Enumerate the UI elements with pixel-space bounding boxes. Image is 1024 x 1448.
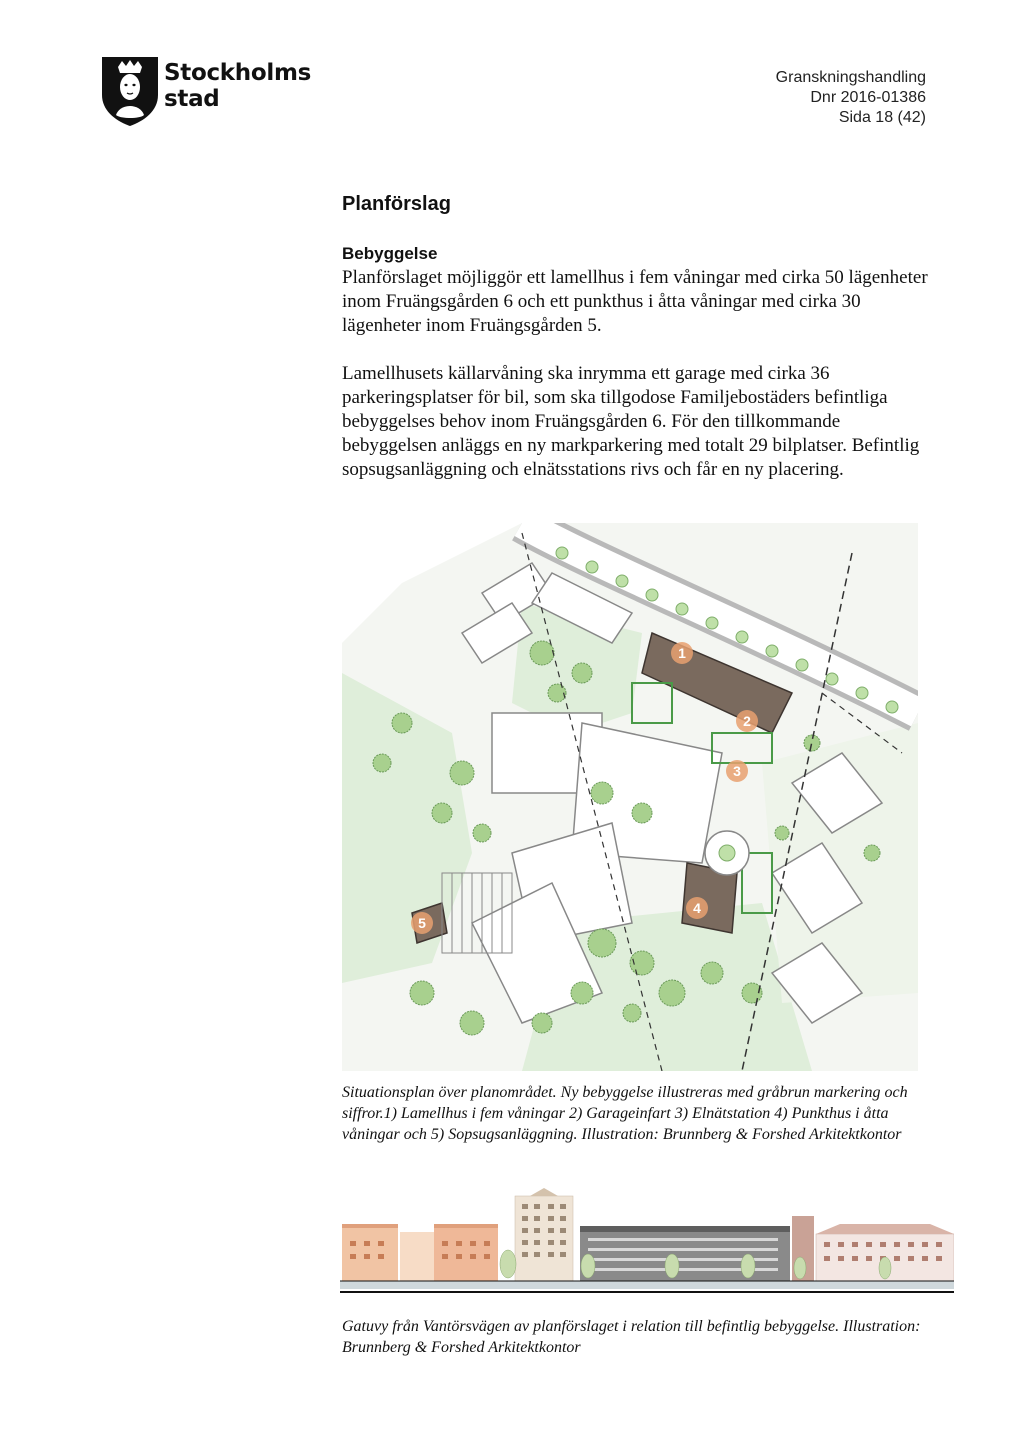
stockholms-stad-logo: [100, 55, 310, 127]
marker-1: 1: [678, 645, 686, 661]
logo-line-2: stad: [164, 86, 220, 112]
doc-number: Dnr 2016-01386: [810, 89, 926, 106]
street-view-illustration: [340, 1186, 954, 1296]
paragraph-1: Planförslaget möjliggör ett lamellhus i fem våningar med cirka 50 lägenheter inom Fruängsgården 6 och ett punkthus i åtta våningar med cirka 30 lägenheter inom Fruängsgården 5.: [342, 267, 928, 336]
page-number: Sida 18 (42): [838, 109, 926, 126]
document-header: [776, 68, 926, 128]
marker-2: 2: [743, 713, 751, 729]
site-plan-caption: Situationsplan över planområdet. Ny bebyggelse illustreras med gråbrun markering och siffror.1) Lamellhus i fem våningar 2) Garageinfart 3) Elnätstation 4) Punkthus i åtta våningar och 5) Sopsugsanläggning. Illustration: Brunnberg & Forshed Arkitektkontor: [342, 1084, 908, 1143]
paragraph-2: Lamellhusets källarvåning ska inrymma ett garage med cirka 36 parkeringsplatser för bil, som ska tillgodose Familjebostäders befintliga bebyggelses behov inom Fruängsgården 6. För den tillkommande bebyggelsen anläggs en ny markparkering med totalt 29 bilplatser. Befintlig sopsugsanläggning och elnätsstations rivs och får en ny placering.: [342, 363, 920, 480]
city-crest-icon: [100, 55, 160, 127]
logo-line-1: Stockholms: [164, 60, 312, 86]
logo-wordmark: [164, 60, 311, 112]
marker-4: 4: [693, 900, 701, 916]
street-view-caption: Gatuvy från Vantörsvägen av planförslaget i relation till befintlig bebyggelse. Illustration: Brunnberg & Forshed Arkitektkontor: [342, 1318, 921, 1356]
subsection-title: Bebyggelse: [342, 244, 438, 263]
doc-type: Granskningshandling: [775, 69, 926, 86]
marker-5: 5: [418, 915, 426, 931]
site-plan-illustration: [342, 523, 918, 1071]
marker-3: 3: [733, 763, 741, 779]
section-title: Planförslag: [342, 193, 451, 215]
